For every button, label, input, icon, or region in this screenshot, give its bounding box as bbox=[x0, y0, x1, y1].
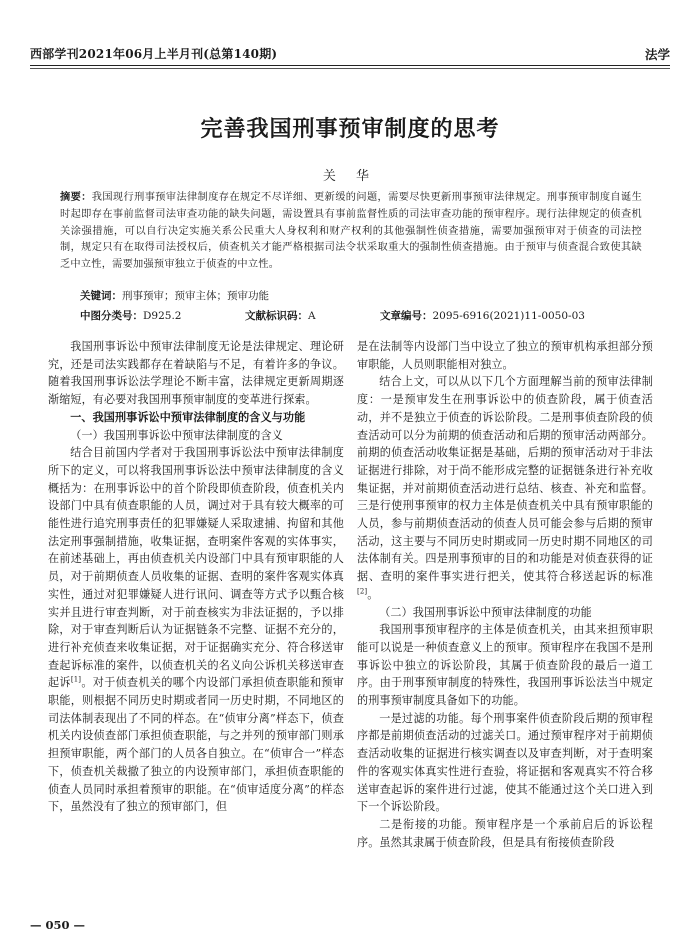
right-column bbox=[357, 338, 653, 851]
keywords-text: 刑事预审；预审主体；预审功能 bbox=[122, 290, 269, 302]
paragraph: 二是衔接的功能。预审程序是一个承前启后的诉讼程序。虽然其隶属于侦查阶段，但是具有衔接侦查阶段 bbox=[357, 817, 653, 849]
article-value: 2095-6916(2021)11-0050-03 bbox=[432, 310, 585, 322]
journal-issue: 西部学刊2021年06月上半月刊(总第140期) bbox=[30, 47, 278, 61]
header-rule-thin bbox=[30, 68, 670, 69]
citation-1[interactable]: [1] bbox=[70, 675, 82, 684]
keywords bbox=[80, 288, 269, 303]
paragraph: 一是过滤的功能。每个刑事案件侦查阶段后期的预审程序都是前期侦查活动的过滤关口。通过预审程序对于前期侦查活动收集的证据进行核实调查以及审查判断，对于查明案件的客观实体真实性进行查验，将证据和客观真实不符合移送审查起诉的案件进行过滤，使其不能通过这个关口进入到下一个诉讼阶段。 bbox=[357, 711, 653, 814]
subsection-heading: （二）我国刑事诉讼中预审法律制度的功能 bbox=[379, 605, 592, 619]
abstract bbox=[60, 189, 642, 274]
running-header bbox=[30, 45, 670, 65]
clc-number bbox=[80, 308, 181, 323]
doc-label: 文献标识码： bbox=[245, 310, 308, 322]
doc-value: A bbox=[308, 310, 316, 322]
paragraph: 我国刑事诉讼中预审法律制度无论是法律规定、理论研究，还是司法实践都存在着缺陷与不足，有着许多的争议。随着我国刑事诉讼法学理论不断丰富，法律规定更新周期逐渐缩短，有必要对我国刑事预审制度的变革进行探索。 bbox=[48, 340, 344, 407]
paragraph-text: 。 bbox=[367, 587, 379, 601]
paragraph-text: 。对于侦查机关的哪个内设部门承担侦查职能和预审职能，则根据不同历史时期或者同一历史时期，不同地区的司法体制表现出了不同的样态。在“侦审分离”样态下，侦查机关内设侦查部门承担侦查职能，与之并列的预审部门则承担预审职能，两个部门的人员各自独立。在“侦审合一”样态下，侦查机关裁撤了独立的内设预审部门，承担侦查职能的侦查人员同时承担着预审的职能。在“侦审适度分离”的样态下，虽然没有了独立的预审部门，但 bbox=[48, 676, 345, 814]
paragraph: 是在法制等内设部门当中设立了独立的预审机构承担部分预审职能，人员则职能相对独立。 bbox=[357, 340, 653, 371]
paragraph bbox=[357, 373, 653, 603]
section-heading: 一、我国刑事诉讼中预审法律制度的含义与功能 bbox=[70, 410, 306, 424]
left-column bbox=[48, 338, 344, 816]
clc-value: D925.2 bbox=[143, 310, 182, 322]
page-number: — 050 — bbox=[30, 918, 86, 932]
doc-code bbox=[245, 308, 316, 323]
keywords-label: 关键词： bbox=[80, 290, 122, 302]
citation-2[interactable]: [2] bbox=[357, 587, 368, 596]
article-number bbox=[380, 308, 585, 323]
paragraph-text: 结合目前国内学者对于我国刑事诉讼法中预审法律制度所下的定义，可以将我国刑事诉讼法中预审法律制度的含义概括为：在刑事诉讼中的首个阶段即侦查阶段，侦查机关内设部门中具有侦查职能的人员，调过对于具有较大概率的可能性进行追究刑事责任的犯罪嫌疑人采取逮捕、拘留和其他法定刑事强制措施，收集证据，查明案件客观的实体事实，在前述基础上，再由侦查机关内设部门中具有预审职能的人员，对于前期侦查人员收集的证据、查明的案件客观实体真实性，通过对犯罪嫌疑人进行讯问、调查等方式予以甄合核实并且进行审查判断，对于前查核实为非法证据的，予以排除，对于审查判断后认为证据链条不完整、证据不充分的，进行补充侦查来收集证据，对于证据确实充分、符合移送审查起诉标准的案件，以侦查机关的名义向公诉机关移送审查起诉 bbox=[48, 446, 344, 690]
header-rule bbox=[30, 65, 670, 66]
paragraph bbox=[48, 444, 344, 816]
clc-label: 中图分类号： bbox=[80, 310, 143, 322]
subsection-heading: （一）我国刑事诉讼中预审法律制度的含义 bbox=[70, 428, 283, 442]
abstract-label: 摘要： bbox=[60, 191, 92, 203]
section-name: 法学 bbox=[644, 47, 670, 62]
article-author: 关 华 bbox=[322, 169, 378, 184]
abstract-text: 我国现行刑事预审法律制度存在规定不尽详细、更新缓的问题，需要尽快更新刑事预审法律规定。刑事预审制度自诞生时起即存在事前监督司法审查功能的缺失问题，需设置具有事前监督性质的司法审查功能的预审程序。现行法律规定的侦查机关涂强措施，可以自行决定实施关系公民重大人身权利和财产权利的其他强制性侦查措施，需要加强预审对于侦查的司法控制，规定只有在取得司法授权后，侦查机关才能严格根据司法令状采取重大的强制性侦查措施。由于预审与侦查混合致使其缺乏中立性，需要加强预审独立于侦查的中立性。 bbox=[60, 192, 643, 271]
article-title: 完善我国刑事预审制度的思考 bbox=[200, 116, 500, 142]
paragraph: 我国刑事预审程序的主体是侦查机关，由其来担预审职能可以说是一种侦查意义上的预审。预审程序在我国不是刑事诉讼中独立的诉讼阶段，其属于侦查阶段的最后一道工序。由于刑事预审制度的特殊性，我国刑事诉讼法当中规定的刑事预审制度具备如下的功能。 bbox=[357, 623, 653, 708]
paragraph-text: 结合上文，可以从以下几个方面理解当前的预审法律制度：一是预审发生在刑事诉讼中的侦查阶段，属于侦查活动，并不是独立于侦查的诉讼阶段。二是刑事侦查阶段的侦查活动可以分为前期的侦查活动和后期的预审活动两部分。前期的侦查活动收集证据是基础，后期的预审活动对于非法证据进行排除，对于尚不能形成完整的证据链条进行补充收集证据，并对前期侦查活动进行总结、核查、补充和监督。三是行使刑事预审的权力主体是侦查机关中具有预审职能的人员，参与前期侦查活动的侦查人员可能会参与后期的预审活动，这主要与不同历史时期或同一历史时期不同地区的司法体制有关。四是刑事预审的目的和功能是对侦查获得的证据、查明的案件事实进行把关，使其符合移送起诉的标准 bbox=[357, 375, 653, 584]
article-label: 文章编号： bbox=[380, 310, 433, 322]
